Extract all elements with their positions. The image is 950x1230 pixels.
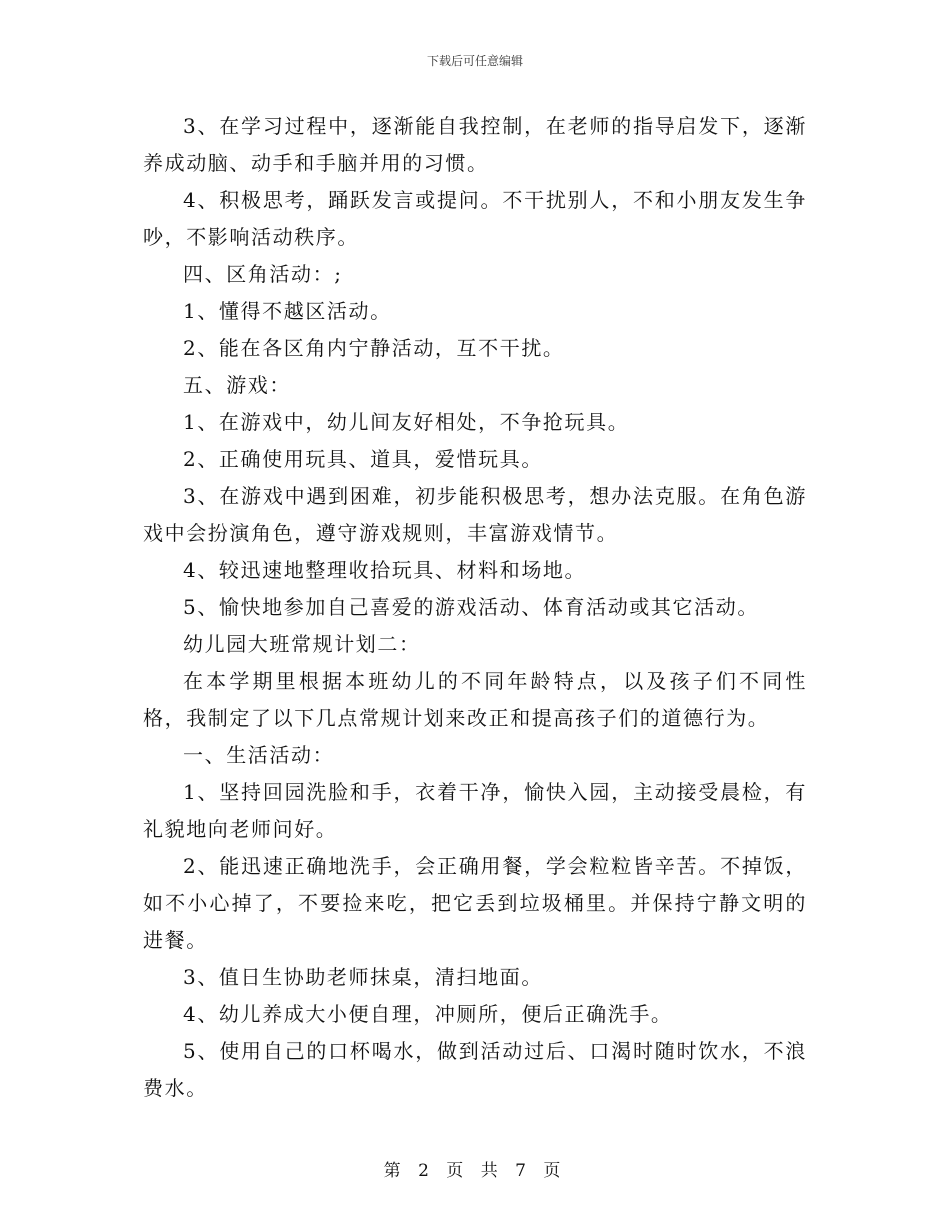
paragraph: 2、能在各区角内宁静活动，互不干扰。 bbox=[183, 336, 565, 360]
paragraph: 5、使用自己的口杯喝水，做到活动过后、口渴时随时饮水，不浪费水。 bbox=[143, 1039, 807, 1100]
paragraph: 1、坚持回园洗脸和手，衣着干净，愉快入园，主动接受晨检，有礼貌地向老师问好。 bbox=[143, 780, 807, 841]
paragraph: 1、懂得不越区活动。 bbox=[183, 299, 392, 323]
paragraph: 3、在游戏中遇到困难，初步能积极思考，想办法克服。在角色游戏中会扮演角色，遵守游戏规则，丰富游戏情节。 bbox=[143, 484, 807, 545]
document-body bbox=[143, 108, 807, 1107]
page-header: 下载后可任意编辑 bbox=[426, 54, 523, 68]
section-heading: 幼儿园大班常规计划二： bbox=[183, 632, 421, 656]
paragraph: 4、积极思考，踊跃发言或提问。不干扰别人，不和小朋友发生争吵，不影响活动秩序。 bbox=[143, 188, 807, 249]
section-heading: 一、生活活动： bbox=[183, 743, 335, 767]
paragraph: 3、值日生协助老师抹桌，清扫地面。 bbox=[183, 965, 543, 989]
page-number: 第 2 页 共 7 页 bbox=[383, 1161, 567, 1181]
paragraph: 2、能迅速正确地洗手，会正确用餐，学会粒粒皆辛苦。不掉饭，如不小心掉了，不要捡来吃，把它丢到垃圾桶里。并保持宁静文明的进餐。 bbox=[143, 854, 807, 952]
paragraph: 在本学期里根据本班幼儿的不同年龄特点，以及孩子们不同性格，我制定了以下几点常规计划来改正和提高孩子们的道德行为。 bbox=[143, 669, 807, 730]
paragraph: 5、愉快地参加自己喜爱的游戏活动、体育活动或其它活动。 bbox=[183, 595, 759, 619]
section-heading: 五、游戏： bbox=[183, 373, 291, 397]
paragraph: 4、较迅速地整理收拾玩具、材料和场地。 bbox=[183, 558, 587, 582]
paragraph: 4、幼儿养成大小便自理，冲厕所，便后正确洗手。 bbox=[183, 1002, 673, 1026]
section-heading: 四、区角活动：; bbox=[183, 262, 343, 286]
paragraph: 2、正确使用玩具、道具，爱惜玩具。 bbox=[183, 447, 543, 471]
paragraph: 3、在学习过程中，逐渐能自我控制，在老师的指导启发下，逐渐养成动脑、动手和手脑并用的习惯。 bbox=[143, 114, 807, 175]
paragraph: 1、在游戏中，幼儿间友好相处，不争抢玩具。 bbox=[183, 410, 630, 434]
